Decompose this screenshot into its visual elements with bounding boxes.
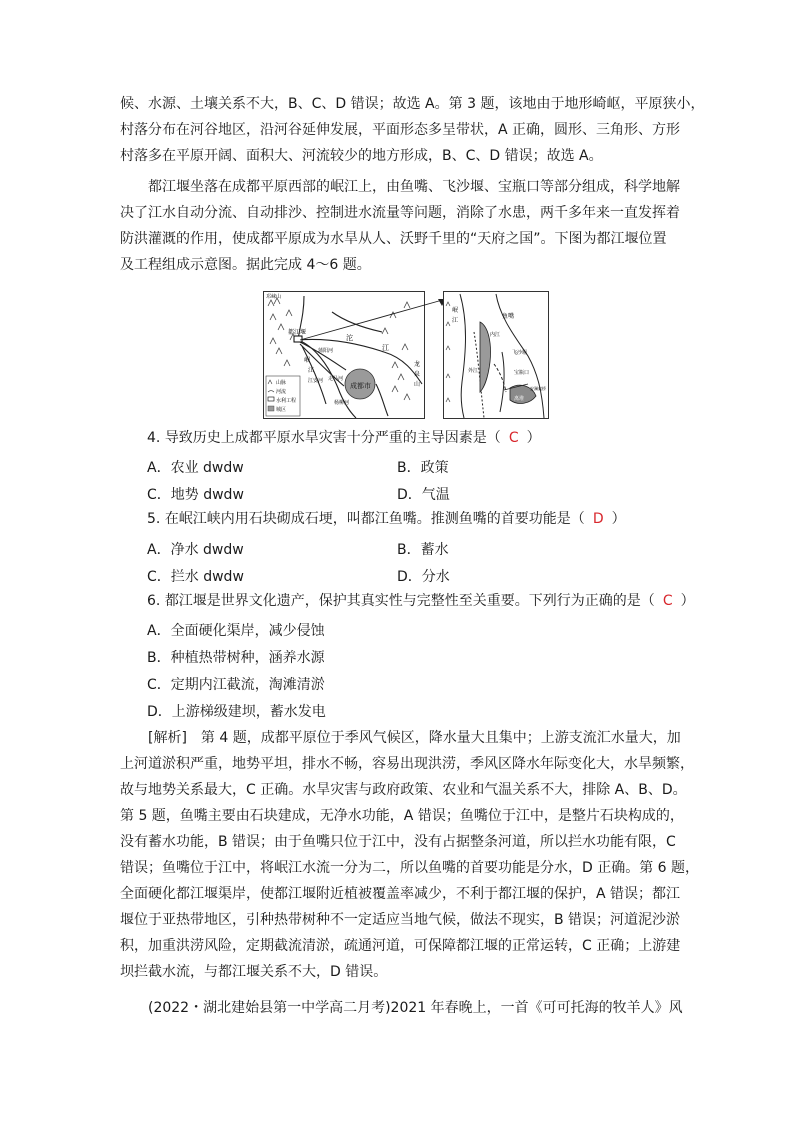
label-feishayan: 飞沙堰: [512, 350, 528, 356]
question-5: [147, 506, 626, 532]
option-c: C．拦水 dwdw: [147, 569, 244, 585]
legend-river: 河流: [276, 389, 287, 395]
label-min-a: 岷: [452, 307, 459, 314]
label-mountain-side: 邛崃山: [266, 294, 282, 300]
label-yang: 杨柳河: [334, 400, 350, 406]
text-line: 村落分布在河谷地区，沿河谷延伸发展，平面形态多呈带状，A 正确，圆形、三角形、方形: [120, 122, 681, 138]
option-d: D．分水: [397, 569, 450, 585]
question-number: 5.: [147, 511, 161, 527]
question-close: ）: [680, 593, 695, 609]
question-4: [147, 425, 541, 451]
detail-map: [443, 291, 549, 419]
label-min-b: 江: [452, 317, 459, 324]
option-b: B．蓄水: [397, 542, 449, 558]
question-number: 4.: [147, 430, 161, 446]
option-c: C．定期内江截流，淘滩清淤: [147, 677, 325, 693]
text-line: 防洪灌溉的作用，使成都平原成为水旱从人、沃野千里的“天府之国”。下图为都江堰位置: [120, 231, 667, 247]
option-b: B．种植热带树种，涵养水源: [147, 650, 325, 666]
legend-mountain: 山脉: [276, 380, 287, 386]
question-stem: 导致历史上成都平原水旱灾害十分严重的主导因素是（: [164, 430, 501, 446]
text-line: 都江堰坐落在成都平原西部的岷江上，由鱼嘴、飞沙堰、宝瓶口等部分组成，科学地解: [148, 179, 680, 195]
analysis-paragraph: [120, 725, 700, 985]
option-d: D．上游梯级建坝，蓄水发电: [147, 704, 326, 720]
question-stem: 在岷江峡内用石块砌成石埂，叫都江鱼嘴。推测鱼嘴的首要功能是（: [164, 511, 585, 527]
label-east-c: 山: [414, 381, 421, 388]
answer-mark: D: [592, 511, 604, 527]
label-dujiangyan: 都江堰: [288, 329, 307, 336]
connector-arrow: [296, 293, 452, 343]
label-zou: 走马河: [328, 376, 344, 382]
detail-map-figure: [444, 292, 548, 418]
text-line: 决了江水自动分流、自动排沙、控制进水流量等问题，消除了水患，两千多年来一直发挥着: [120, 205, 680, 221]
material-paragraph: [120, 174, 680, 278]
question-number: 6.: [147, 593, 161, 609]
label-chengdu: 成都市: [350, 382, 371, 390]
text-line: (2022・湖北建始县第一中学高二月考)2021 年春晚上，一首《可可托海的牧羊人》风: [148, 1000, 683, 1016]
text-line: 及工程组成示意图。据此完成 4～6 题。: [120, 257, 371, 273]
option-b: B．政策: [397, 460, 449, 476]
text-line: 候、水源、土壤关系不大，B、C、D 错误；故选 A。第 3 题，该地由于地形崎岖，平原狭小，: [120, 96, 705, 112]
text-line: 错误；鱼嘴位于江中，将岷江水流一分为二，所以鱼嘴的首要功能是分水，D 正确。第 6 题，: [120, 860, 700, 876]
answer-mark: C: [508, 430, 519, 446]
question-stem: 都江堰是世界文化遗产，保护其真实性与完整性至关重要。下列行为正确的是（: [164, 593, 655, 609]
text-line: 没有蓄水功能，B 错误；由于鱼嘴只位于江中，没有占据整条河道，所以拦水功能有限，C: [120, 834, 676, 850]
label-yuzui: 鱼嘴: [502, 313, 515, 320]
option-a: A．农业 dwdw: [147, 460, 244, 476]
label-east-a: 龙: [414, 361, 421, 368]
text-line: [解析] 第 4 题，成都平原位于季风气候区，降水量大且集中；上游支流汇水量大，加: [148, 730, 681, 746]
question-close: ）: [526, 430, 541, 446]
label-min-b: 江: [308, 367, 315, 374]
label-baopingkou: 宝瓶口: [514, 370, 530, 376]
option-d: D．气温: [397, 487, 450, 503]
legend-dam: 水利工程: [276, 398, 297, 404]
question-6: [147, 588, 695, 614]
answer-mark: C: [662, 593, 673, 609]
map-legend: [266, 376, 300, 416]
label-east-b: 泉: [414, 371, 421, 378]
next-paragraph: [120, 995, 683, 1021]
text-line: 坝拦截水流，与都江堰关系不大，D 错误。: [120, 964, 388, 980]
label-neijiang: 内江: [490, 332, 501, 338]
label-pu: 蒲阳河: [318, 348, 334, 354]
label-lidui: 离堆: [514, 396, 525, 402]
label-bridge: 安澜索桥: [530, 386, 546, 391]
text-line: 积，加重洪涝风险，定期截流清淤，疏通河道，可保障都江堰的正常运转，C 正确；上游建: [120, 938, 681, 954]
option-a: A．净水 dwdw: [147, 542, 244, 558]
label-jiangan: 江安河: [308, 378, 324, 384]
text-line: 村落多在平原开阔、面积大、河流较少的地方形成，B、C、D 错误；故选 A。: [120, 148, 603, 164]
text-line: 堰位于亚热带地区，引种热带树种不一定适应当地气候，做法不现实，B 错误；河道泥沙淤: [120, 912, 681, 928]
label-jiang: 江: [382, 344, 389, 352]
label-waijiang: 外江: [468, 368, 479, 374]
text-line: 上河道淤积严重，地势平坦，排水不畅，容易出现洪涝，季风区降水年际变化大，水旱频繁，: [120, 756, 694, 772]
yuzui-island: [480, 322, 491, 392]
label-tuo: 沱: [346, 334, 353, 342]
option-c: C．地势 dwdw: [147, 487, 244, 503]
question-close: ）: [611, 511, 626, 527]
intro-paragraph: [120, 91, 705, 169]
label-min-a: 岷: [304, 357, 311, 364]
text-line: 第 5 题，鱼嘴主要由石块建成，无净水功能，A 错误；鱼嘴位于江中，是整片石块构成的，: [120, 808, 684, 824]
legend-city: 城区: [276, 407, 287, 413]
option-a: A．全面硬化渠岸，减少侵蚀: [147, 623, 325, 639]
text-line: 故与地势关系最大，C 正确。水旱灾害与政府政策、农业和气温关系不大，排除 A、B、D。: [120, 782, 687, 798]
text-line: 全面硬化都江堰渠岸，使都江堰附近植被覆盖率减少，不利于都江堰的保护，A 错误；都江: [120, 886, 681, 902]
